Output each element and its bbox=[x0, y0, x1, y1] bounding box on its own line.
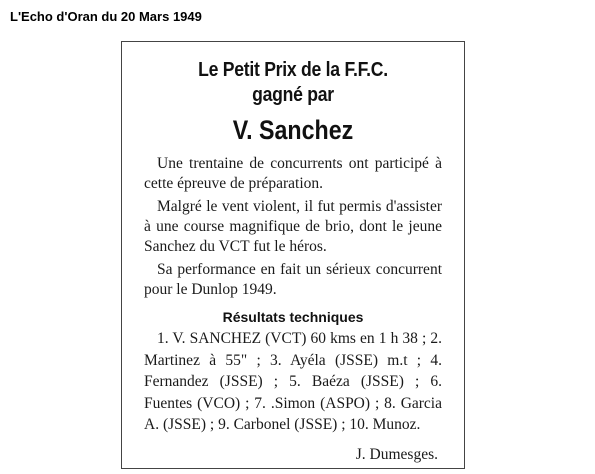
article-body bbox=[144, 154, 442, 465]
results-heading: Résultats techniques bbox=[222, 309, 364, 325]
results-list: 1. V. SANCHEZ (VCT) 60 kms en 1 h 38 ; 2. Martinez à 55" ; 3. Ayéla (JSSE) m.t ; 4. Fernandez (JSSE) ; 5. Baéza (JSSE) ; 6. Fuentes (VCO) ; 7. .Simon (ASPO) ; 8. Garcia A. (JSSE) ; 9. Carbonel (JSSE) ; 10. Munoz. bbox=[144, 330, 442, 433]
newspaper-source-caption: L'Echo d'Oran du 20 Mars 1949 bbox=[10, 9, 202, 24]
article-paragraph-3: Sa performance en fait un sérieux concurrent pour le Dunlop 1949. bbox=[144, 261, 442, 298]
article-paragraph-1: Une trentaine de concurrents ont participé à cette épreuve de préparation. bbox=[144, 155, 442, 192]
headline-line-1: Le Petit Prix de la F.F.C. bbox=[198, 59, 388, 81]
article-paragraph-2: Malgré le vent violent, il fut permis d'assister à une course magnifique de brio, dont le jeune Sanchez du VCT fut le héros. bbox=[144, 198, 442, 255]
winner-name: V. Sanchez bbox=[232, 115, 354, 145]
article-box bbox=[121, 41, 465, 469]
author-signature: J. Dumesges. bbox=[355, 445, 438, 463]
headline-line-2: gagné par bbox=[252, 84, 334, 106]
